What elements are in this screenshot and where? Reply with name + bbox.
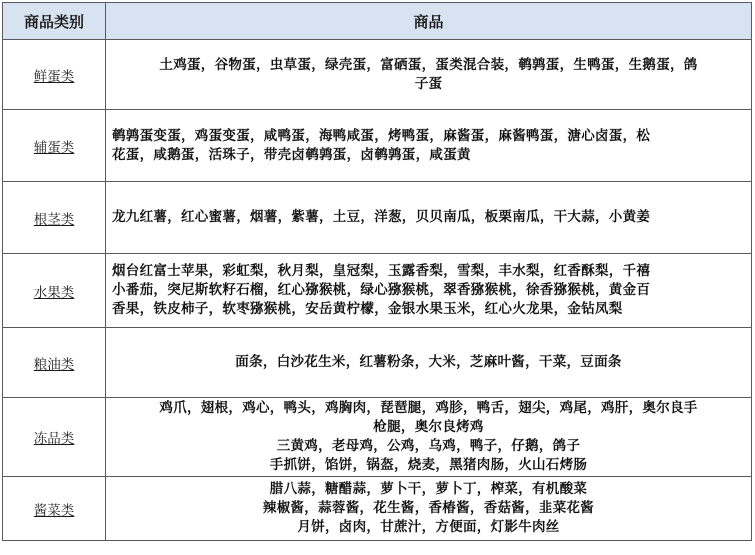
goods-line: 鹌鹑蛋变蛋，鸡蛋变蛋，咸鸭蛋，海鸭咸蛋，烤鸭蛋，麻酱蛋，麻酱鸭蛋，溏心卤蛋，松 — [112, 127, 651, 144]
table-row — [3, 182, 752, 254]
category-cell[interactable] — [3, 40, 106, 110]
table-row — [3, 398, 752, 477]
goods-line: 枪腿，奥尔良烤鸡 — [373, 419, 484, 435]
goods-cell — [106, 328, 752, 398]
goods-line: 三黄鸡，老母鸡，公鸡，乌鸡，鸭子，仔鹅，鸽子 — [276, 438, 581, 454]
goods-line: 辣椒酱，蒜蓉酱，花生酱，香椿酱，香菇酱，韭菜花酱 — [262, 500, 595, 516]
goods-line: 烟台红富士苹果，彩虹梨，秋月梨，皇冠梨，玉露香梨，雪梨，丰水梨，红香酥梨，千禧 — [112, 263, 651, 279]
goods-line: 花蛋，咸鹅蛋，活珠子，带壳卤鹌鹑蛋，卤鹌鹑蛋，咸蛋黄 — [112, 146, 471, 163]
table-row — [3, 477, 752, 541]
category-link[interactable]: 粮油类 — [33, 356, 75, 373]
goods-line: 月饼，卤肉，甘蔗汁，方便面，灯影牛肉丝 — [297, 519, 560, 535]
goods-line: 小番茄，突尼斯软籽石榴，红心猕猴桃，绿心猕猴桃，翠香猕猴桃，徐香猕猴桃，黄金百 — [112, 282, 651, 298]
goods-line: 龙九红薯，红心蜜薯，烟薯，紫薯，土豆，洋葱，贝贝南瓜，板栗南瓜，干大蒜，小黄姜 — [112, 209, 651, 225]
goods-table — [2, 2, 752, 541]
goods-cell — [106, 182, 752, 254]
table-row — [3, 328, 752, 398]
category-link[interactable]: 酱菜类 — [33, 502, 75, 519]
category-link[interactable]: 辅蛋类 — [33, 139, 75, 156]
table-row — [3, 40, 752, 110]
goods-cell — [106, 110, 752, 182]
category-cell[interactable] — [3, 328, 106, 398]
table-row — [3, 254, 752, 328]
table-row — [3, 110, 752, 182]
goods-line: 子蛋 — [414, 75, 443, 92]
category-cell[interactable] — [3, 110, 106, 182]
header-category: 商品类别 — [3, 3, 106, 40]
category-link[interactable]: 水果类 — [33, 284, 75, 301]
goods-cell — [106, 398, 752, 477]
goods-line: 面条，白沙花生米，红薯粉条，大米，芝麻叶酱，干菜，豆面条 — [235, 354, 622, 370]
category-link[interactable]: 根茎类 — [33, 211, 75, 228]
goods-cell — [106, 254, 752, 328]
goods-line: 腊八蒜，糖醋蒜，萝卜干，萝卜丁，榨菜，有机酸菜 — [269, 481, 588, 497]
goods-cell — [106, 477, 752, 541]
goods-line: 香果，铁皮柿子，软枣猕猴桃，安岳黄柠檬，金银水果玉米，红心火龙果，金钻凤梨 — [112, 301, 623, 317]
goods-line: 鸡爪，翅根，鸡心，鸭头，鸡胸肉，琵琶腿，鸡胗，鸭舌，翅尖，鸡尾，鸡肝，奥尔良手 — [159, 400, 698, 416]
category-cell[interactable] — [3, 254, 106, 328]
goods-line: 手抓饼，馅饼，锅盔，烧麦，黑猪肉肠，火山石烤肠 — [269, 457, 588, 473]
category-link[interactable]: 鲜蛋类 — [33, 68, 75, 85]
category-cell[interactable] — [3, 477, 106, 541]
category-link[interactable]: 冻品类 — [33, 431, 75, 447]
goods-cell — [106, 40, 752, 110]
category-cell[interactable] — [3, 182, 106, 254]
header-goods: 商品 — [106, 3, 752, 40]
goods-line: 土鸡蛋，谷物蛋，虫草蛋，绿壳蛋，富硒蛋，蛋类混合装，鹌鹑蛋，生鸭蛋，生鹅蛋，鸽 — [159, 56, 698, 73]
header-row — [3, 3, 752, 40]
category-cell[interactable] — [3, 398, 106, 477]
